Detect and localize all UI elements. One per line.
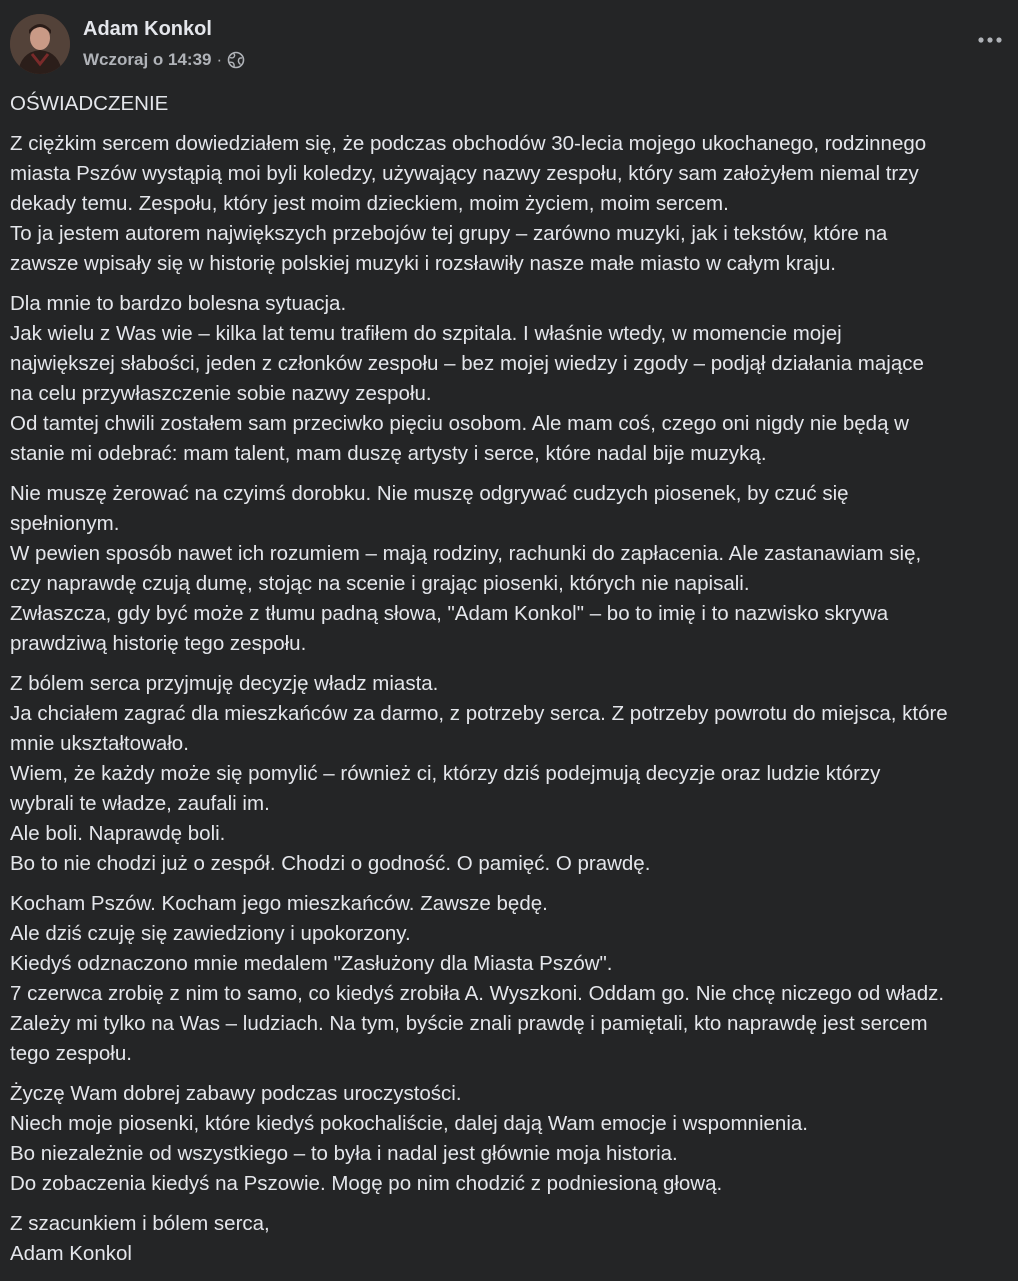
text-line: Życzę Wam dobrej zabawy podczas uroczystości.: [10, 1082, 462, 1105]
post-paragraph: [10, 289, 1018, 469]
text-line: To ja jestem autorem największych przebojów tej grupy – zarówno muzyki, jak i tekstów, które na: [10, 222, 888, 245]
post-paragraph: [10, 1079, 1018, 1199]
text-line: zawsze wpisały się w historię polskiej muzyki i rozsławiły nasze małe miasto w całym kraju.: [10, 252, 836, 275]
text-line: Adam Konkol: [10, 1242, 132, 1265]
post-paragraph: [10, 479, 1018, 659]
text-line: Z szacunkiem i bólem serca,: [10, 1212, 270, 1235]
text-line: Ale boli. Naprawdę boli.: [10, 822, 226, 845]
post-paragraph: [10, 889, 1018, 1069]
text-line: Z ciężkim sercem dowiedziałem się, że podczas obchodów 30-lecia mojego ukochanego, rodzinnego: [10, 132, 927, 155]
text-line: dekady temu. Zespołu, który jest moim dzieckiem, moim życiem, moim sercem.: [10, 192, 729, 215]
text-line: prawdziwą historię tego zespołu.: [10, 632, 307, 655]
text-line: wybrali te władze, zaufali im.: [10, 792, 270, 815]
post-paragraph: [10, 1209, 1018, 1269]
text-line: Bo niezależnie od wszystkiego – to była i nadal jest głównie moja historia.: [10, 1142, 678, 1165]
text-line: Ja chciałem zagrać dla mieszkańców za darmo, z potrzeby serca. Z potrzeby powrotu do miejsca, które: [10, 702, 948, 725]
text-line: 7 czerwca zrobię z nim to samo, co kiedyś zrobiła A. Wyszkoni. Oddam go. Nie chcę niczego od władz.: [10, 982, 945, 1005]
text-line: stanie mi odebrać: mam talent, mam duszę artysty i serce, które nadal bije muzyką.: [10, 442, 767, 465]
text-line: spełnionym.: [10, 512, 120, 535]
text-line: Nie muszę żerować na czyimś dorobku. Nie muszę odgrywać cudzych piosenek, by czuć się: [10, 482, 849, 505]
post-paragraph: [10, 669, 1018, 879]
post-title: OŚWIADCZENIE: [10, 92, 169, 115]
text-line: czy naprawdę czują dumę, stojąc na scenie i grając piosenki, których nie napisali.: [10, 572, 750, 595]
text-line: miasta Pszów wystąpią moi byli koledzy, używający nazwy zespołu, który sam założyłem niemal trzy: [10, 162, 919, 185]
text-line: Kocham Pszów. Kocham jego mieszkańców. Zawsze będę.: [10, 892, 548, 915]
text-line: tego zespołu.: [10, 1042, 132, 1065]
text-line: mnie ukształtowało.: [10, 732, 189, 755]
text-line: Jak wielu z Was wie – kilka lat temu trafiłem do szpitala. I właśnie wtedy, w momencie mojej: [10, 322, 842, 345]
text-line: W pewien sposób nawet ich rozumiem – mają rodziny, rachunki do zapłacenia. Ale zastanawiam się,: [10, 542, 922, 565]
text-line: na celu przywłaszczenie sobie nazwy zespołu.: [10, 382, 432, 405]
more-options-button[interactable]: [970, 28, 1010, 52]
post-body: [10, 89, 1018, 1269]
post-paragraphs: [10, 129, 1018, 1269]
post-timestamp[interactable]: Wczoraj o 14:39: [83, 50, 212, 69]
text-line: Kiedyś odznaczono mnie medalem "Zasłużony dla Miasta Pszów".: [10, 952, 613, 975]
text-line: Bo to nie chodzi już o zespół. Chodzi o godność. O pamięć. O prawdę.: [10, 852, 651, 875]
text-line: Zależy mi tylko na Was – ludziach. Na tym, byście znali prawdę i pamiętali, kto naprawdę jest sercem: [10, 1012, 928, 1035]
text-line: Od tamtej chwili zostałem sam przeciwko pięciu osobom. Ale mam coś, czego oni nigdy nie będą w: [10, 412, 909, 435]
avatar[interactable]: [10, 14, 70, 74]
post-header: [10, 14, 1010, 78]
text-line: Ale dziś czuję się zawiedziony i upokorzony.: [10, 922, 411, 945]
meta-separator: ·: [216, 50, 223, 69]
post-paragraph: [10, 129, 1018, 279]
text-line: największej słabości, jeden z członków zespołu – bez mojej wiedzy i zgody – podjął działania mające: [10, 352, 924, 375]
text-line: Do zobaczenia kiedyś na Pszowie. Mogę po nim chodzić z podniesioną głową.: [10, 1172, 723, 1195]
more-horizontal-icon: [977, 36, 1003, 44]
text-line: Niech moje piosenki, które kiedyś pokochaliście, dalej dają Wam emocje i wspomnienia.: [10, 1112, 808, 1135]
post-meta: [83, 50, 245, 70]
globe-icon[interactable]: [227, 51, 245, 69]
text-line: Dla mnie to bardzo bolesna sytuacja.: [10, 292, 347, 315]
author-name[interactable]: Adam Konkol: [83, 18, 212, 40]
text-line: Z bólem serca przyjmuję decyzję władz miasta.: [10, 672, 439, 695]
text-line: Wiem, że każdy może się pomylić – również ci, którzy dziś podejmują decyzje oraz ludzie którzy: [10, 762, 881, 785]
text-line: Zwłaszcza, gdy być może z tłumu padną słowa, "Adam Konkol" – bo to imię i to nazwisko skrywa: [10, 602, 889, 625]
